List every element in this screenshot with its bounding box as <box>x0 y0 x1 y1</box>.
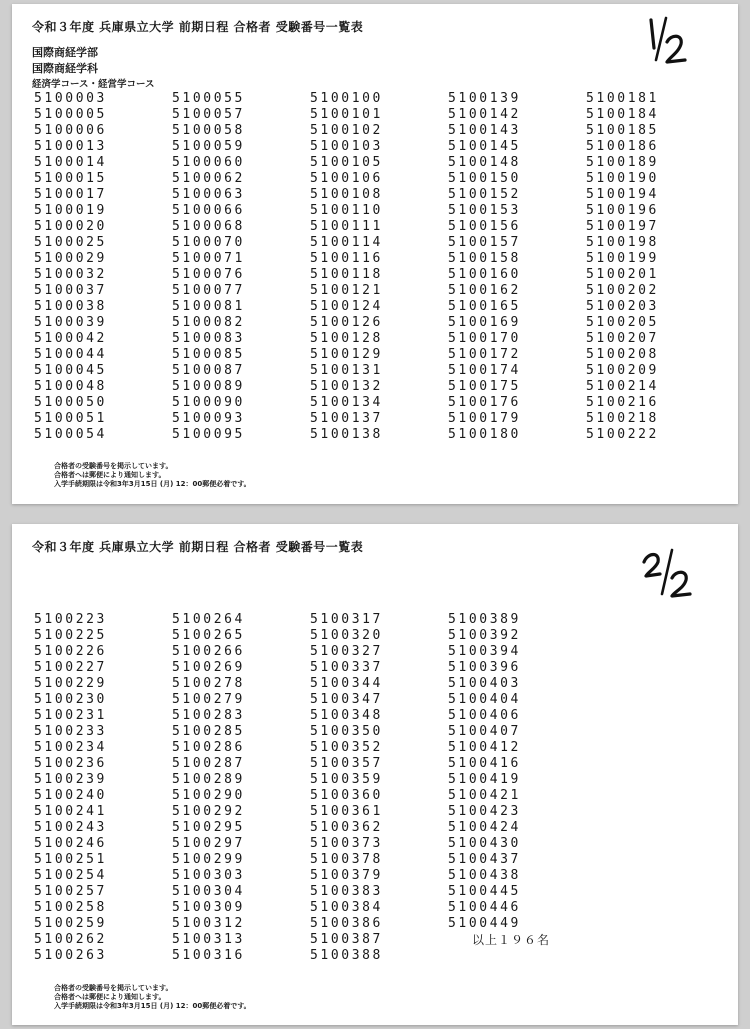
exam-number: 5100165 <box>448 299 521 314</box>
exam-number: 5100179 <box>448 411 521 426</box>
exam-number: 5100437 <box>448 852 521 867</box>
exam-number: 5100348 <box>310 708 383 723</box>
exam-number: 5100286 <box>172 740 245 755</box>
exam-number: 5100216 <box>586 395 659 410</box>
exam-number: 5100186 <box>586 139 659 154</box>
exam-number: 5100384 <box>310 900 383 915</box>
exam-number: 5100236 <box>34 756 107 771</box>
number-column <box>172 91 245 443</box>
footnotes <box>54 984 251 1011</box>
exam-number: 5100214 <box>586 379 659 394</box>
exam-number: 5100446 <box>448 900 521 915</box>
exam-number: 5100132 <box>310 379 383 394</box>
exam-number: 5100254 <box>34 868 107 883</box>
exam-number: 5100005 <box>34 107 107 122</box>
exam-number: 5100194 <box>586 187 659 202</box>
exam-number: 5100243 <box>34 820 107 835</box>
exam-number: 5100139 <box>448 91 521 106</box>
footnote: 合格者へは郵便により通知します。 <box>54 993 166 1001</box>
exam-number: 5100231 <box>34 708 107 723</box>
exam-number: 5100292 <box>172 804 245 819</box>
exam-number: 5100121 <box>310 283 383 298</box>
faculty-name: 国際商経学部 <box>32 46 98 59</box>
exam-number: 5100230 <box>34 692 107 707</box>
exam-number: 5100175 <box>448 379 521 394</box>
footnote: 合格者へは郵便により通知します。 <box>54 471 166 479</box>
exam-number: 5100055 <box>172 91 245 106</box>
exam-number: 5100158 <box>448 251 521 266</box>
exam-number: 5100128 <box>310 331 383 346</box>
exam-number: 5100184 <box>586 107 659 122</box>
exam-number: 5100050 <box>34 395 107 410</box>
department-name: 国際商経学科 <box>32 62 98 75</box>
exam-number: 5100114 <box>310 235 383 250</box>
exam-number: 5100278 <box>172 676 245 691</box>
exam-number: 5100013 <box>34 139 107 154</box>
exam-number: 5100070 <box>172 235 245 250</box>
exam-number: 5100090 <box>172 395 245 410</box>
exam-number: 5100197 <box>586 219 659 234</box>
exam-number: 5100379 <box>310 868 383 883</box>
exam-number: 5100162 <box>448 283 521 298</box>
exam-number: 5100137 <box>310 411 383 426</box>
exam-number: 5100157 <box>448 235 521 250</box>
number-column <box>310 91 383 443</box>
exam-number: 5100419 <box>448 772 521 787</box>
exam-number: 5100360 <box>310 788 383 803</box>
exam-number: 5100111 <box>310 219 383 234</box>
page-title: 令和３年度 兵庫県立大学 前期日程 合格者 受験番号一覧表 <box>32 540 364 554</box>
exam-number: 5100396 <box>448 660 521 675</box>
exam-number: 5100394 <box>448 644 521 659</box>
exam-number: 5100138 <box>310 427 383 442</box>
exam-number: 5100082 <box>172 315 245 330</box>
exam-number: 5100101 <box>310 107 383 122</box>
exam-number: 5100361 <box>310 804 383 819</box>
number-column <box>34 91 107 443</box>
exam-number: 5100303 <box>172 868 245 883</box>
exam-number: 5100234 <box>34 740 107 755</box>
exam-number: 5100289 <box>172 772 245 787</box>
exam-number: 5100062 <box>172 171 245 186</box>
exam-number: 5100337 <box>310 660 383 675</box>
exam-number: 5100102 <box>310 123 383 138</box>
exam-number: 5100423 <box>448 804 521 819</box>
exam-number: 5100181 <box>586 91 659 106</box>
exam-number: 5100180 <box>448 427 521 442</box>
exam-number: 5100170 <box>448 331 521 346</box>
exam-number: 5100378 <box>310 852 383 867</box>
exam-number: 5100392 <box>448 628 521 643</box>
exam-number: 5100449 <box>448 916 521 931</box>
exam-number: 5100071 <box>172 251 245 266</box>
exam-number: 5100295 <box>172 820 245 835</box>
exam-number: 5100085 <box>172 347 245 362</box>
exam-number: 5100299 <box>172 852 245 867</box>
exam-number: 5100264 <box>172 612 245 627</box>
exam-number: 5100017 <box>34 187 107 202</box>
exam-number: 5100226 <box>34 644 107 659</box>
exam-number: 5100042 <box>34 331 107 346</box>
exam-number: 5100416 <box>448 756 521 771</box>
exam-number: 5100406 <box>448 708 521 723</box>
exam-number: 5100006 <box>34 123 107 138</box>
exam-number: 5100148 <box>448 155 521 170</box>
exam-number: 5100198 <box>586 235 659 250</box>
exam-number: 5100093 <box>172 411 245 426</box>
exam-number: 5100227 <box>34 660 107 675</box>
exam-number: 5100201 <box>586 267 659 282</box>
exam-number: 5100143 <box>448 123 521 138</box>
exam-number: 5100038 <box>34 299 107 314</box>
number-column <box>448 91 521 443</box>
exam-number: 5100203 <box>586 299 659 314</box>
exam-number: 5100233 <box>34 724 107 739</box>
exam-number: 5100207 <box>586 331 659 346</box>
exam-number: 5100304 <box>172 884 245 899</box>
exam-number: 5100003 <box>34 91 107 106</box>
exam-number: 5100285 <box>172 724 245 739</box>
exam-number: 5100430 <box>448 836 521 851</box>
exam-number: 5100283 <box>172 708 245 723</box>
exam-number: 5100373 <box>310 836 383 851</box>
exam-number: 5100359 <box>310 772 383 787</box>
exam-number: 5100246 <box>34 836 107 851</box>
number-column <box>310 612 383 964</box>
exam-number: 5100025 <box>34 235 107 250</box>
exam-number: 5100089 <box>172 379 245 394</box>
results-sheet-page-1 <box>12 4 738 504</box>
exam-number: 5100407 <box>448 724 521 739</box>
exam-number: 5100015 <box>34 171 107 186</box>
exam-number: 5100087 <box>172 363 245 378</box>
exam-number: 5100153 <box>448 203 521 218</box>
exam-number: 5100218 <box>586 411 659 426</box>
exam-number: 5100110 <box>310 203 383 218</box>
exam-number: 5100048 <box>34 379 107 394</box>
exam-number: 5100063 <box>172 187 245 202</box>
exam-number: 5100263 <box>34 948 107 963</box>
exam-number: 5100156 <box>448 219 521 234</box>
exam-number: 5100404 <box>448 692 521 707</box>
exam-number: 5100312 <box>172 916 245 931</box>
exam-number: 5100241 <box>34 804 107 819</box>
exam-number: 5100160 <box>448 267 521 282</box>
footnote: 入学手続期限は令和3年3月15日 (月) 12：00郵便必着です。 <box>54 480 251 488</box>
footnote: 入学手続期限は令和3年3月15日 (月) 12：00郵便必着です。 <box>54 1002 251 1010</box>
exam-number: 5100019 <box>34 203 107 218</box>
exam-number: 5100134 <box>310 395 383 410</box>
exam-number: 5100257 <box>34 884 107 899</box>
number-column <box>34 612 107 964</box>
exam-number: 5100202 <box>586 283 659 298</box>
exam-number: 5100083 <box>172 331 245 346</box>
exam-number: 5100077 <box>172 283 245 298</box>
exam-number: 5100297 <box>172 836 245 851</box>
exam-number: 5100313 <box>172 932 245 947</box>
handwritten-page-mark <box>633 10 693 70</box>
number-column <box>586 91 659 443</box>
exam-number: 5100176 <box>448 395 521 410</box>
exam-number: 5100266 <box>172 644 245 659</box>
total-count: 以上１９６名 <box>472 933 551 947</box>
exam-number: 5100259 <box>34 916 107 931</box>
exam-number: 5100174 <box>448 363 521 378</box>
exam-number: 5100438 <box>448 868 521 883</box>
exam-number: 5100100 <box>310 91 383 106</box>
exam-number: 5100362 <box>310 820 383 835</box>
exam-number: 5100403 <box>448 676 521 691</box>
exam-number: 5100129 <box>310 347 383 362</box>
exam-number: 5100240 <box>34 788 107 803</box>
exam-number: 5100014 <box>34 155 107 170</box>
exam-number: 5100145 <box>448 139 521 154</box>
exam-number: 5100229 <box>34 676 107 691</box>
exam-number: 5100037 <box>34 283 107 298</box>
exam-number: 5100279 <box>172 692 245 707</box>
exam-number: 5100386 <box>310 916 383 931</box>
course-name: 経済学コース・経営学コース <box>32 79 155 90</box>
exam-number: 5100020 <box>34 219 107 234</box>
exam-number: 5100108 <box>310 187 383 202</box>
exam-number: 5100054 <box>34 427 107 442</box>
exam-number: 5100068 <box>172 219 245 234</box>
exam-number: 5100118 <box>310 267 383 282</box>
exam-number: 5100205 <box>586 315 659 330</box>
exam-number: 5100387 <box>310 932 383 947</box>
exam-number: 5100317 <box>310 612 383 627</box>
exam-number: 5100445 <box>448 884 521 899</box>
exam-number: 5100208 <box>586 347 659 362</box>
exam-number: 5100039 <box>34 315 107 330</box>
exam-number: 5100045 <box>34 363 107 378</box>
exam-number: 5100412 <box>448 740 521 755</box>
exam-number: 5100344 <box>310 676 383 691</box>
exam-number: 5100239 <box>34 772 107 787</box>
number-column <box>172 612 245 964</box>
exam-number: 5100424 <box>448 820 521 835</box>
exam-number: 5100059 <box>172 139 245 154</box>
footnote: 合格者の受験番号を掲示しています。 <box>54 462 173 470</box>
exam-number: 5100131 <box>310 363 383 378</box>
results-sheet-page-2 <box>12 524 738 1025</box>
exam-number: 5100251 <box>34 852 107 867</box>
exam-number: 5100124 <box>310 299 383 314</box>
exam-number: 5100209 <box>586 363 659 378</box>
exam-number: 5100185 <box>586 123 659 138</box>
exam-number: 5100309 <box>172 900 245 915</box>
exam-number: 5100172 <box>448 347 521 362</box>
exam-number: 5100290 <box>172 788 245 803</box>
exam-number: 5100057 <box>172 107 245 122</box>
exam-number: 5100265 <box>172 628 245 643</box>
exam-number: 5100169 <box>448 315 521 330</box>
exam-number: 5100225 <box>34 628 107 643</box>
exam-number: 5100051 <box>34 411 107 426</box>
exam-number: 5100142 <box>448 107 521 122</box>
exam-number: 5100222 <box>586 427 659 442</box>
exam-number: 5100105 <box>310 155 383 170</box>
exam-number: 5100352 <box>310 740 383 755</box>
exam-number: 5100269 <box>172 660 245 675</box>
number-column <box>448 612 550 948</box>
exam-number: 5100196 <box>586 203 659 218</box>
page-title: 令和３年度 兵庫県立大学 前期日程 合格者 受験番号一覧表 <box>32 20 364 34</box>
exam-number: 5100258 <box>34 900 107 915</box>
exam-number: 5100383 <box>310 884 383 899</box>
exam-number: 5100029 <box>34 251 107 266</box>
exam-number: 5100199 <box>586 251 659 266</box>
exam-number: 5100388 <box>310 948 383 963</box>
exam-number: 5100152 <box>448 187 521 202</box>
exam-number: 5100106 <box>310 171 383 186</box>
footnotes <box>54 462 251 489</box>
exam-number: 5100150 <box>448 171 521 186</box>
exam-number: 5100421 <box>448 788 521 803</box>
footnote: 合格者の受験番号を掲示しています。 <box>54 984 173 992</box>
handwritten-page-mark <box>638 544 698 604</box>
exam-number: 5100095 <box>172 427 245 442</box>
exam-number: 5100287 <box>172 756 245 771</box>
exam-number: 5100066 <box>172 203 245 218</box>
exam-number: 5100103 <box>310 139 383 154</box>
exam-number: 5100316 <box>172 948 245 963</box>
exam-number: 5100060 <box>172 155 245 170</box>
exam-number: 5100190 <box>586 171 659 186</box>
exam-number: 5100081 <box>172 299 245 314</box>
exam-number: 5100350 <box>310 724 383 739</box>
exam-number: 5100126 <box>310 315 383 330</box>
exam-number: 5100347 <box>310 692 383 707</box>
exam-number: 5100032 <box>34 267 107 282</box>
exam-number: 5100076 <box>172 267 245 282</box>
exam-number: 5100357 <box>310 756 383 771</box>
exam-number: 5100223 <box>34 612 107 627</box>
exam-number: 5100058 <box>172 123 245 138</box>
exam-number: 5100044 <box>34 347 107 362</box>
exam-number: 5100327 <box>310 644 383 659</box>
exam-number: 5100389 <box>448 612 521 627</box>
exam-number: 5100189 <box>586 155 659 170</box>
exam-number: 5100116 <box>310 251 383 266</box>
exam-number: 5100262 <box>34 932 107 947</box>
exam-number: 5100320 <box>310 628 383 643</box>
